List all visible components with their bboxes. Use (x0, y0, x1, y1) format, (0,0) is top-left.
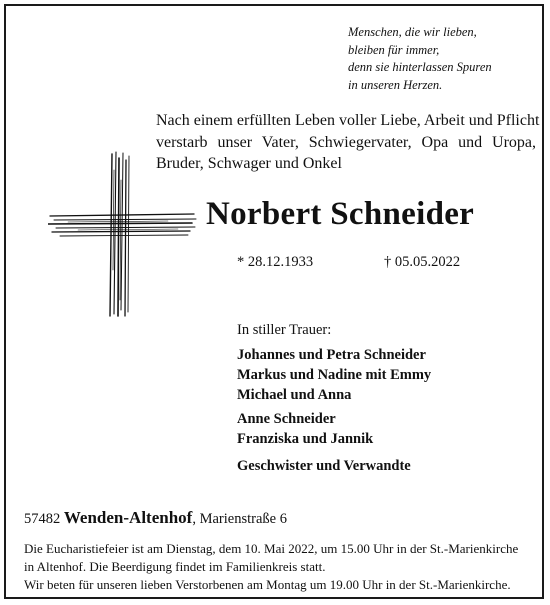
mourners-label: In stiller Trauer: (237, 322, 332, 338)
family-address (24, 508, 287, 528)
mourners-group (237, 409, 373, 449)
deceased-name: Norbert Schneider (206, 196, 475, 232)
mourner-name: Anne Schneider (237, 411, 336, 427)
intro-line: Bruder, Schwager und Onkel (156, 155, 342, 172)
mourner-name: Franziska und Jannik (237, 431, 374, 447)
mourners-group (237, 456, 411, 476)
intro-text (156, 110, 540, 175)
mourner-name: Michael und Anna (237, 387, 352, 403)
birth-date: * 28.12.1933 (237, 254, 314, 270)
quote-line: in unseren Herzen. (348, 77, 443, 92)
quote-line: Menschen, die wir lieben, (348, 25, 477, 39)
death-date: † 05.05.2022 (384, 254, 461, 270)
address-zip: 57482 (24, 511, 61, 527)
mourner-name: Markus und Nadine mit Emmy (237, 367, 432, 383)
mourners-group (237, 345, 431, 405)
quote-line: denn sie hinterlassen Spuren (348, 60, 492, 74)
notice-line: Die Eucharistiefeier ist am Dienstag, dem 10. Mai 2022, um 15.00 Uhr in der St.-Marienkirche (24, 541, 519, 556)
intro-line: verstarb unser Vater, Schwiegervater, Opa und Uropa, (156, 133, 536, 151)
notice-line: in Altenhof. Die Beerdigung findet im Familienkreis statt. (24, 559, 326, 574)
sketched-cross-icon (48, 150, 198, 325)
memorial-quote (348, 24, 492, 94)
quote-line: bleiben für immer, (348, 42, 440, 57)
address-street: , Marienstraße 6 (192, 511, 287, 527)
mourner-name: Johannes und Petra Schneider (237, 347, 426, 363)
intro-line: Nach einem erfüllten Leben voller Liebe, Arbeit und Pflicht (156, 112, 540, 129)
notice-line: Wir beten für unseren lieben Verstorbenen am Montag um 19.00 Uhr in der St.-Marienkirche. (24, 577, 511, 592)
obituary-card (4, 4, 544, 599)
address-city: Wenden-Altenhof (63, 508, 193, 527)
service-notice (24, 540, 538, 594)
mourner-name: Geschwister und Verwandte (237, 458, 411, 474)
